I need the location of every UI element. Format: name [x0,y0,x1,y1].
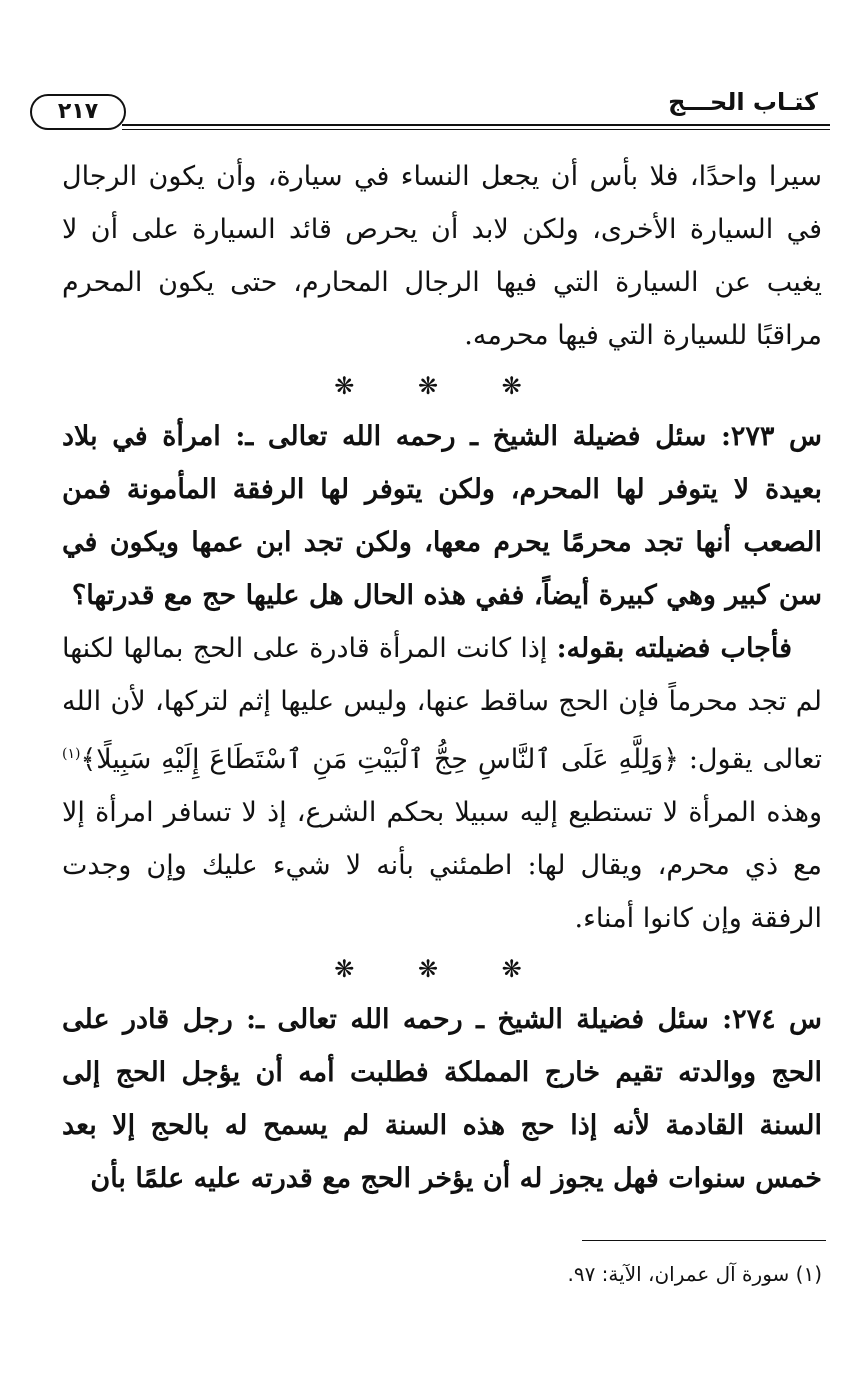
section-separator: ❋ ❋ ❋ [334,955,550,983]
running-title: كتـاب الحـــج [668,88,818,116]
footnote-rule [582,1240,826,1241]
answer-text-part2: وهذه المرأة لا تستطيع إليه سبيلا بحكم الشرع، إذ لا تسافر امرأة إلا مع ذي محرم، ويقال لها: اطمئني بأنه لا شيء عليك وإن وجدت الرفقة وإن كانوا أمناء. [62,797,822,934]
question-273: س ٢٧٣: سئل فضيلة الشيخ ـ رحمه الله تعالى ـ: امرأة في بلاد بعيدة لا يتوفر لها المحرم، ولكن يتوفر لها الرفقة المأمونة فمن الصعب أنها تجد محرمًا يحرم معها، ولكن تجد ابن عمها ويكون في سن كبير وهي كبيرة أيضاً، ففي هذه الحال هل عليها حج مع قدرتها؟ [62,421,823,611]
footnote: (١) سورة آل عمران، الآية: ٩٧. [567,1262,822,1286]
page-number: ٢١٧ [30,94,126,130]
footnote-marker: (١) [62,746,81,762]
answer-lead: فأجاب فضيلته بقوله: [556,633,792,664]
page-header [30,88,830,134]
answer-273 [62,622,822,945]
question-274: س ٢٧٤: سئل فضيلة الشيخ ـ رحمه الله تعالى ـ: رجل قادر على الحج ووالدته تقيم خارج المملكة فطلبت أمه أن يؤجل الحج إلى السنة القادمة لأنه إذا حج هذه السنة لم يسمح له بالحج إلا بعد خمس سنوات فهل يجوز له أن يؤخر الحج مع قدرته عليه علمًا بأن [62,1004,822,1194]
body-text [62,150,822,1205]
header-rule [122,124,830,126]
answer-text-part1: إذا كانت المرأة قادرة على الحج بمالها لكنها لم تجد محرماً فإن الحج ساقط عنها، وليس عليها إثم لتركها، لأن الله تعالى يقول: [62,633,823,775]
section-separator: ❋ ❋ ❋ [334,372,550,400]
quran-verse: ﴿وَلِلَّهِ عَلَى ٱلنَّاسِ حِجُّ ٱلْبَيْتِ مَنِ ٱسْتَطَاعَ إِلَيْهِ سَبِيلًا﴾ [80,744,679,775]
paragraph-continuation: سيرا واحدًا، فلا بأس أن يجعل النساء في سيارة، وأن يكون الرجال في السيارة الأخرى، ولكن لابد أن يحرص قائد السيارة على أن لا يغيب عن السيارة التي فيها الرجال المحارم، حتى يكون المحرم مراقبًا للسيارة التي فيها محرمه. [62,161,822,351]
header-rule-thin [122,129,830,130]
